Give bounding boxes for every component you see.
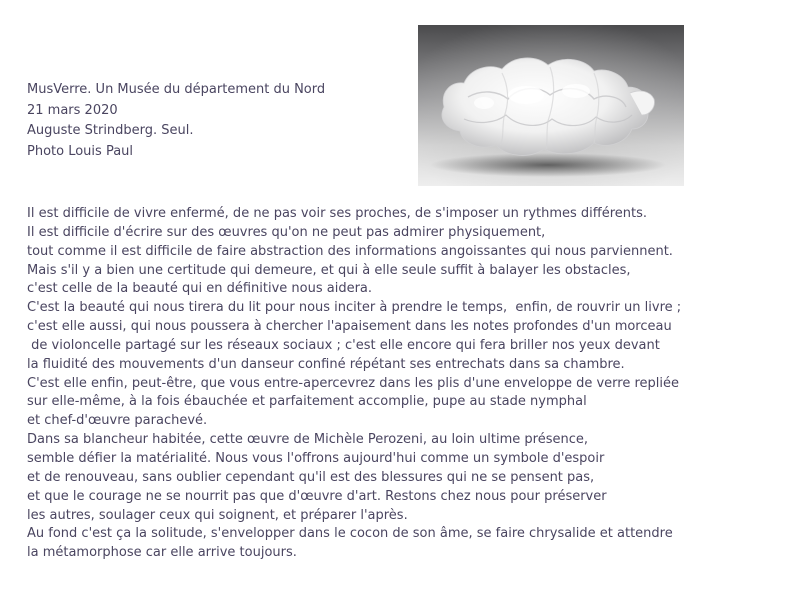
photo-caption [27, 80, 325, 162]
sculpture-photo [418, 25, 684, 186]
body-line: et de renouveau, sans oublier cependant qu'il est des blessures qui ne se pensent pas, [27, 469, 595, 485]
body-line: Au fond c'est ça la solitude, s'envelopper dans le cocon de son âme, se faire chrysalide et attendre [27, 526, 673, 542]
body-line: C'est elle enfin, peut-être, que vous entre-apercevrez dans les plis d'une enveloppe de verre repliée [27, 375, 679, 391]
body-line: la fluidité des mouvements d'un danseur confiné répétant ses entrechats dans sa chambre. [27, 356, 625, 372]
body-line: Il est difficile de vivre enfermé, de ne pas voir ses proches, de s'imposer un rythmes différents. [27, 206, 648, 221]
body-line: semble défier la matérialité. Nous vous l'offrons aujourd'hui comme un symbole d'espoir [27, 450, 605, 466]
body-line: c'est elle aussi, qui nous poussera à chercher l'apaisement dans les notes profondes d'un morceau [27, 319, 672, 335]
body-line: les autres, soulager ceux qui soignent, et préparer l'après. [27, 507, 408, 523]
body-line: Dans sa blancheur habitée, cette œuvre de Michèle Perozeni, au loin ultime présence, [27, 432, 588, 448]
body-line: sur elle-même, à la fois ébauchée et parfaitement accomplie, pupe au stade nymphal [27, 394, 587, 410]
body-line: et chef-d'œuvre parachevé. [27, 413, 208, 429]
body-line: et que le courage ne se nourrit pas que d'œuvre d'art. Restons chez nous pour préserver [27, 488, 607, 504]
caption-photo-credit: Photo Louis Paul [27, 143, 134, 159]
body-line: Mais s'il y a bien une certitude qui demeure, et qui à elle seule suffit à balayer les obstacles, [27, 262, 631, 278]
caption-museum: MusVerre. Un Musée du département du Nord [27, 82, 326, 97]
caption-artwork: Auguste Strindberg. Seul. [27, 123, 194, 138]
body-line: c'est celle de la beauté qui en définitive nous aidera. [27, 281, 373, 297]
body-line: la métamorphose car elle arrive toujours. [27, 545, 297, 561]
body-line: de violoncelle partagé sur les réseaux sociaux ; c'est elle encore qui fera briller nos yeux devant [27, 337, 660, 353]
article-body [27, 205, 797, 563]
caption-date: 21 mars 2020 [27, 102, 118, 118]
body-line: C'est la beauté qui nous tirera du lit pour nous inciter à prendre le temps, enfin, de rouvrir un livre ; [27, 300, 682, 316]
body-line: tout comme il est difficile de faire abstraction des informations angoissantes qui nous parviennent. [27, 243, 673, 259]
body-line: Il est difficile d'écrire sur des œuvres qu'on ne peut pas admirer physiquement, [27, 224, 546, 240]
